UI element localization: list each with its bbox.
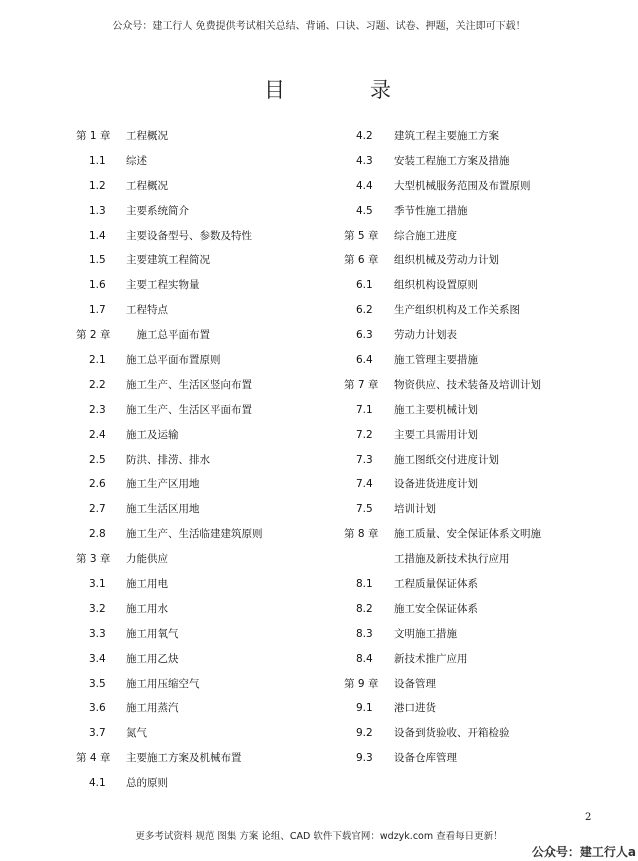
toc-entry-text: 防洪、排涝、排水 [126,453,210,466]
toc-section-entry [344,472,624,497]
toc-entry-number: 9.1 [356,702,373,715]
toc-entry-text: 培训计划 [394,503,436,516]
toc-entry-text: 大型机械服务范围及布置原则 [394,179,531,192]
toc-entry-text: 施工图纸交付进度计划 [394,453,499,466]
toc-section-entry [76,298,336,323]
toc-section-entry [76,174,336,199]
toc-entry-number: 2.1 [89,354,106,367]
toc-section-entry [344,721,624,746]
toc-section-entry [344,174,624,199]
toc-entry-text: 施工总平面布置 [126,329,210,342]
toc-entry-text: 主要施工方案及机械布置 [126,752,242,765]
toc-entry-number: 3.3 [89,627,106,640]
toc-entry-text: 工程概况 [126,130,168,142]
toc-entry-number: 6.4 [356,354,373,367]
toc-section-entry [76,373,336,398]
toc-entry-number: 1.2 [89,179,106,192]
toc-entry-text: 组织机构设置原则 [394,279,478,292]
toc-section-entry [344,448,624,473]
toc-entry-text: 组织机械及劳动力计划 [394,254,499,267]
page-number: 2 [585,812,592,823]
toc-section-entry [344,323,624,348]
toc-section-entry [76,497,336,522]
toc-entry-text: 施工用压缩空气 [126,677,200,690]
toc-entry-text: 港口进货 [394,702,436,715]
toc-entry-text: 施工及运输 [126,428,179,441]
toc-entry-number: 8.1 [356,578,373,591]
toc-entry-text: 施工生产、生活区竖向布置 [126,378,252,391]
toc-section-entry [76,647,336,672]
toc-entry-text: 施工用电 [126,578,168,591]
toc-entry-text: 设备到货验收、开箱检验 [394,727,510,740]
toc-entry-text: 综合施工进度 [394,229,457,242]
toc-entry-number: 1.5 [89,254,106,267]
page-footer: 更多考试资料 规范 图集 方案 论组、CAD 软件下载官网：wdzyk.com 查看每日更新！ [135,831,503,842]
toc-section-entry [76,721,336,746]
toc-entry-text: 建筑工程主要施工方案 [394,130,499,142]
toc-entry-number: 3.1 [89,578,106,591]
toc-section-entry [344,647,624,672]
toc-entry-number: 4.2 [356,130,373,142]
toc-entry-number: 1.3 [89,204,106,217]
toc-entry-number: 第 3 章 [76,553,111,566]
toc-chapter-entry [76,547,336,572]
watermark: 公众号：建工行人a [531,845,636,859]
toc-entry-number: 第 7 章 [344,378,379,391]
toc-entry-text: 施工安全保证体系 [394,602,478,615]
toc-entry-text: 力能供应 [126,553,168,566]
toc-entry-number: 第 8 章 [344,528,379,541]
toc-section-entry [344,497,624,522]
toc-section-entry [76,622,336,647]
toc-entry-text: 工措施及新技术执行应用 [394,553,510,566]
toc-entry-number: 3.7 [89,727,106,740]
page-header: 公众号：建工行人 免费提供考试相关总结、背诵、口诀、习题、试卷、押题，关注即可下载！ [112,21,526,32]
toc-entry-text: 劳动力计划表 [394,329,457,342]
toc-entry-text: 主要建筑工程简况 [126,254,210,267]
toc-entry-number: 8.4 [356,652,373,665]
toc-chapter-entry [344,672,624,697]
toc-section-entry [76,771,336,796]
toc-entry-text: 施工用氧气 [126,627,179,640]
toc-entry-number: 4.1 [89,777,106,790]
toc-chapter-entry [76,323,336,348]
toc-entry-number: 9.2 [356,727,373,740]
toc-entry-text: 工程概况 [126,179,168,192]
toc-section-entry [76,199,336,224]
toc-section-entry [76,448,336,473]
toc-entry-text: 生产组织机构及工作关系图 [394,304,520,317]
toc-section-entry [76,672,336,697]
toc-section-entry [76,522,336,547]
toc-section-entry [344,547,624,572]
toc-entry-text: 主要设备型号、参数及特性 [126,229,252,242]
toc-entry-number: 2.7 [89,503,106,516]
toc-section-entry [76,224,336,249]
toc-section-entry [344,124,624,149]
toc-section-entry [76,597,336,622]
toc-chapter-entry [344,522,624,547]
toc-section-entry [344,199,624,224]
toc-entry-text: 文明施工措施 [394,627,457,640]
toc-entry-number: 2.4 [89,428,106,441]
toc-entry-text: 施工管理主要措施 [394,354,478,367]
toc-section-entry [344,597,624,622]
toc-entry-text: 工程特点 [126,304,168,317]
toc-section-entry [344,423,624,448]
toc-entry-number: 4.4 [356,179,373,192]
toc-entry-text: 设备进货进度计划 [394,478,478,491]
toc-left-column [76,124,336,796]
toc-section-entry [76,398,336,423]
toc-entry-number: 1.1 [89,154,106,167]
toc-entry-text: 施工生活区用地 [126,503,200,516]
toc-entry-number: 3.5 [89,677,106,690]
toc-entry-text: 施工生产、生活区平面布置 [126,403,252,416]
toc-entry-text: 主要工具需用计划 [394,428,478,441]
toc-entry-number: 4.5 [356,204,373,217]
toc-entry-number: 6.2 [356,304,373,317]
toc-chapter-entry [344,224,624,249]
toc-entry-number: 第 9 章 [344,677,379,690]
toc-entry-number: 8.3 [356,627,373,640]
toc-section-entry [344,622,624,647]
toc-entry-number: 第 6 章 [344,254,379,267]
toc-title-char-2: 录 [370,78,391,102]
toc-entry-number: 9.3 [356,752,373,765]
toc-entry-text: 安装工程施工方案及措施 [394,154,510,167]
toc-entry-number: 6.3 [356,329,373,342]
toc-entry-text: 氮气 [126,727,147,740]
toc-entry-number: 7.3 [356,453,373,466]
toc-entry-text: 施工用蒸汽 [126,702,179,715]
toc-entry-number: 1.7 [89,304,106,317]
toc-entry-number: 第 2 章 [76,329,111,342]
toc-entry-text: 施工用水 [126,602,168,615]
toc-entry-text: 季节性施工措施 [394,204,468,217]
toc-entry-text: 总的原则 [126,777,168,790]
toc-entry-number: 4.3 [356,154,373,167]
toc-section-entry [344,348,624,373]
toc-entry-number: 3.2 [89,602,106,615]
toc-section-entry [344,696,624,721]
toc-entry-text: 综述 [126,154,147,167]
toc-entry-text: 主要工程实物量 [126,279,200,292]
toc-entry-number: 3.4 [89,652,106,665]
toc-title-char-1: 目 [264,78,285,102]
toc-chapter-entry [76,124,336,149]
toc-entry-number: 2.5 [89,453,106,466]
toc-entry-text: 施工质量、安全保证体系文明施 [394,528,541,541]
toc-section-entry [76,273,336,298]
toc-entry-number: 8.2 [356,602,373,615]
toc-entry-text: 施工总平面布置原则 [126,354,221,367]
toc-entry-text: 施工用乙炔 [126,652,179,665]
toc-chapter-entry [344,373,624,398]
toc-section-entry [76,472,336,497]
toc-entry-text: 主要系统简介 [126,204,189,217]
toc-entry-text: 设备仓库管理 [394,752,457,765]
toc-entry-number: 7.5 [356,503,373,516]
toc-entry-number: 6.1 [356,279,373,292]
toc-right-column [344,124,624,771]
toc-entry-number: 2.3 [89,403,106,416]
toc-section-entry [344,746,624,771]
toc-section-entry [344,273,624,298]
toc-entry-text: 设备管理 [394,677,436,690]
toc-entry-number: 第 1 章 [76,130,111,142]
toc-entry-text: 新技术推广应用 [394,652,468,665]
toc-entry-text: 施工生产、生活临建建筑原则 [126,528,263,541]
toc-entry-number: 7.1 [356,403,373,416]
toc-chapter-entry [76,746,336,771]
toc-entry-text: 物资供应、技术装备及培训计划 [394,378,541,391]
toc-section-entry [344,298,624,323]
toc-section-entry [76,423,336,448]
toc-entry-number: 7.2 [356,428,373,441]
toc-chapter-entry [344,248,624,273]
toc-section-entry [344,398,624,423]
toc-entry-number: 1.6 [89,279,106,292]
toc-entry-number: 2.2 [89,378,106,391]
toc-entry-number: 2.8 [89,528,106,541]
toc-section-entry [76,248,336,273]
toc-entry-number: 3.6 [89,702,106,715]
toc-entry-number: 第 4 章 [76,752,111,765]
toc-entry-number: 7.4 [356,478,373,491]
toc-entry-text: 施工生产区用地 [126,478,200,491]
toc-section-entry [76,572,336,597]
toc-entry-text: 施工主要机械计划 [394,403,478,416]
toc-section-entry [76,348,336,373]
toc-entry-number: 第 5 章 [344,229,379,242]
toc-entry-number: 2.6 [89,478,106,491]
toc-entry-number: 1.4 [89,229,106,242]
toc-section-entry [344,572,624,597]
toc-entry-text: 工程质量保证体系 [394,578,478,591]
toc-section-entry [344,149,624,174]
toc-section-entry [76,696,336,721]
toc-section-entry [76,149,336,174]
